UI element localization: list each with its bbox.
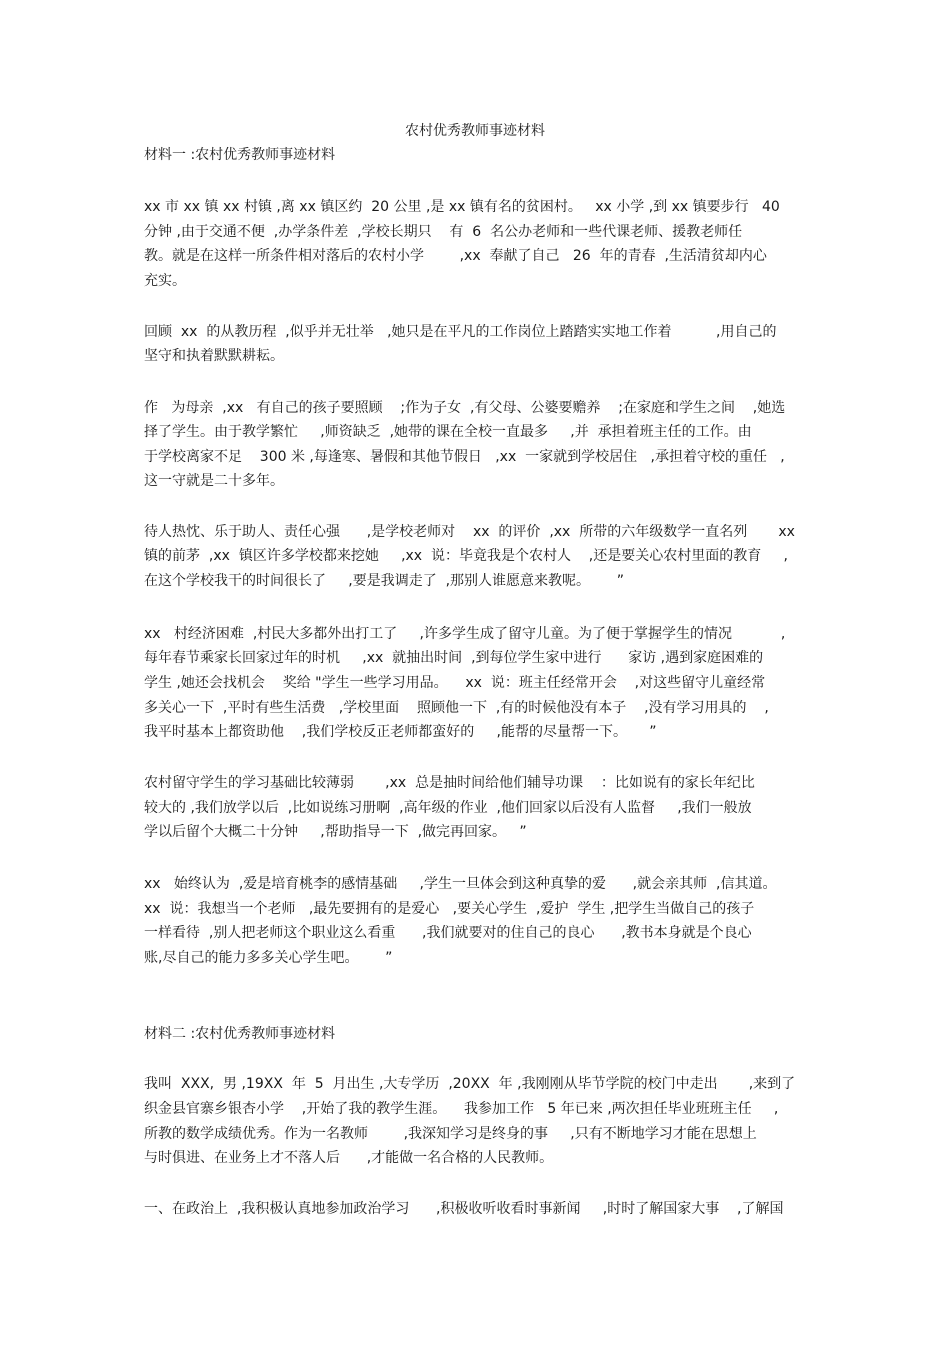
paragraph-8-line-4: 与时俱进、在业务上才不落人后 ,才能做一名合格的人民教师。 <box>144 1150 554 1166</box>
paragraph-3-line-2: 择了学生。由于教学繁忙 ,师资缺乏 ,她带的课在全校一直最多 ,并 承担着班主任的工作。由 <box>144 424 752 440</box>
paragraph-1-line-4: 充实。 <box>144 273 186 289</box>
paragraph-5-line-2: 每年春节乘家长回家过年的时机 ,xx 就抽出时间 ,到每位学生家中进行 家访 ,遇到家庭困难的 <box>144 650 764 666</box>
paragraph-2-line-2: 坚守和执着默默耕耘。 <box>144 348 284 364</box>
paragraph-8-line-3: 所教的数学成绩优秀。作为一名教师 ,我深知学习是终身的事 ,只有不断地学习才能在思想上 <box>144 1126 757 1142</box>
section-heading-2: 材料二 :农村优秀教师事迹材料 <box>144 1026 336 1042</box>
paragraph-3-line-4: 这一守就是二十多年。 <box>144 473 284 489</box>
paragraph-1-line-3: 教。就是在这样一所条件相对落后的农村小学 ,xx 奉献了自己 26 年的青春 ,生活清贫却内心 <box>144 248 767 264</box>
paragraph-5-line-3: 学生 ,她还会找机会 奖给 "学生一些学习用品。 xx 说：班主任经常开会 ,对这些留守儿童经常 <box>144 675 766 691</box>
paragraph-6-line-3: 学以后留个大概二十分钟 ,帮助指导一下 ,做完再回家。 ” <box>144 824 527 840</box>
paragraph-6-line-2: 较大的 ,我们放学以后 ,比如说练习册啊 ,高年级的作业 ,他们回家以后没有人监督 ,我们一般放 <box>144 800 752 816</box>
paragraph-6-line-1: 农村留守学生的学习基础比较薄弱 ,xx 总是抽时间给他们辅导功课 ：比如说有的家长年纪比 <box>144 775 755 791</box>
section-heading-1: 材料一 :农村优秀教师事迹材料 <box>144 147 336 163</box>
paragraph-9-line-1: 一、在政治上 ,我积极认真地参加政治学习 ,积极收听收看时事新闻 ,时时了解国家大事 ,了解国 <box>144 1201 784 1217</box>
paragraph-1-line-1: xx 市 xx 镇 xx 村镇 ,离 xx 镇区约 20 公里 ,是 xx 镇有名的贫困村。 xx 小学 ,到 xx 镇要步行 40 <box>144 199 780 215</box>
paragraph-4-line-1: 待人热忱、乐于助人、责任心强 ,是学校老师对 xx 的评价 ,xx 所带的六年级数学一直名列 xx <box>144 524 795 540</box>
paragraph-5-line-5: 我平时基本上都资助他 ,我们学校反正老师都蛮好的 ,能帮的尽量帮一下。 ” <box>144 724 657 740</box>
paragraph-5-line-4: 多关心一下 ,平时有些生活费 ,学校里面 照顾他一下 ,有的时候他没有本子 ,没有学习用具的 , <box>144 700 769 716</box>
paragraph-4-line-2: 镇的前茅 ,xx 镇区许多学校都来挖她 ,xx 说：毕竟我是个农村人 ,还是要关心农村里面的教育 , <box>144 548 788 564</box>
paragraph-8-line-1: 我叫 XXX, 男 ,19XX 年 5 月出生 ,大专学历 ,20XX 年 ,我刚刚从毕节学院的校门中走出 ,来到了 <box>144 1076 796 1092</box>
paragraph-5-line-1: xx 村经济困难 ,村民大多都外出打工了 ,许多学生成了留守儿童。为了便于掌握学生的情况 , <box>144 626 786 642</box>
paragraph-7-line-1: xx 始终认为 ,爱是培育桃李的感情基础 ,学生一旦体会到这种真挚的爱 ,就会亲其师 ,信其道。 <box>144 876 777 892</box>
paragraph-8-line-2: 织金县官寨乡银杏小学 ,开始了我的教学生涯。 我参加工作 5 年已来 ,两次担任毕业班班主任 , <box>144 1101 779 1117</box>
document-title: 农村优秀教师事迹材料 <box>405 123 545 139</box>
paragraph-7-line-2: xx 说：我想当一个老师 ,最先要拥有的是爱心 ,要关心学生 ,爱护 学生 ,把学生当做自己的孩子 <box>144 901 755 917</box>
paragraph-3-line-1: 作 为母亲 ,xx 有自己的孩子要照顾 ;作为子女 ,有父母、公婆要赡养 ;在家庭和学生之间 ,她选 <box>144 400 786 416</box>
paragraph-7-line-3: 一样看待 ,别人把老师这个职业这么看重 ,我们就要对的住自己的良心 ,教书本身就是个良心 <box>144 925 752 941</box>
paragraph-1-line-2: 分钟 ,由于交通不便 ,办学条件差 ,学校长期只 有 6 名公办老师和一些代课老师、援教老师任 <box>144 224 743 240</box>
paragraph-7-line-4: 账,尽自己的能力多多关心学生吧。 ” <box>144 950 393 966</box>
paragraph-3-line-3: 于学校离家不足 300 米 ,每逢寒、暑假和其他节假日 ,xx 一家就到学校居住 ,承担着守校的重任 , <box>144 449 785 465</box>
paragraph-4-line-3: 在这个学校我干的时间很长了 ,要是我调走了 ,那别人谁愿意来教呢。 ” <box>144 573 625 589</box>
paragraph-2-line-1: 回顾 xx 的从教历程 ,似乎并无壮举 ,她只是在平凡的工作岗位上踏踏实实地工作着 ,用自己的 <box>144 324 777 340</box>
